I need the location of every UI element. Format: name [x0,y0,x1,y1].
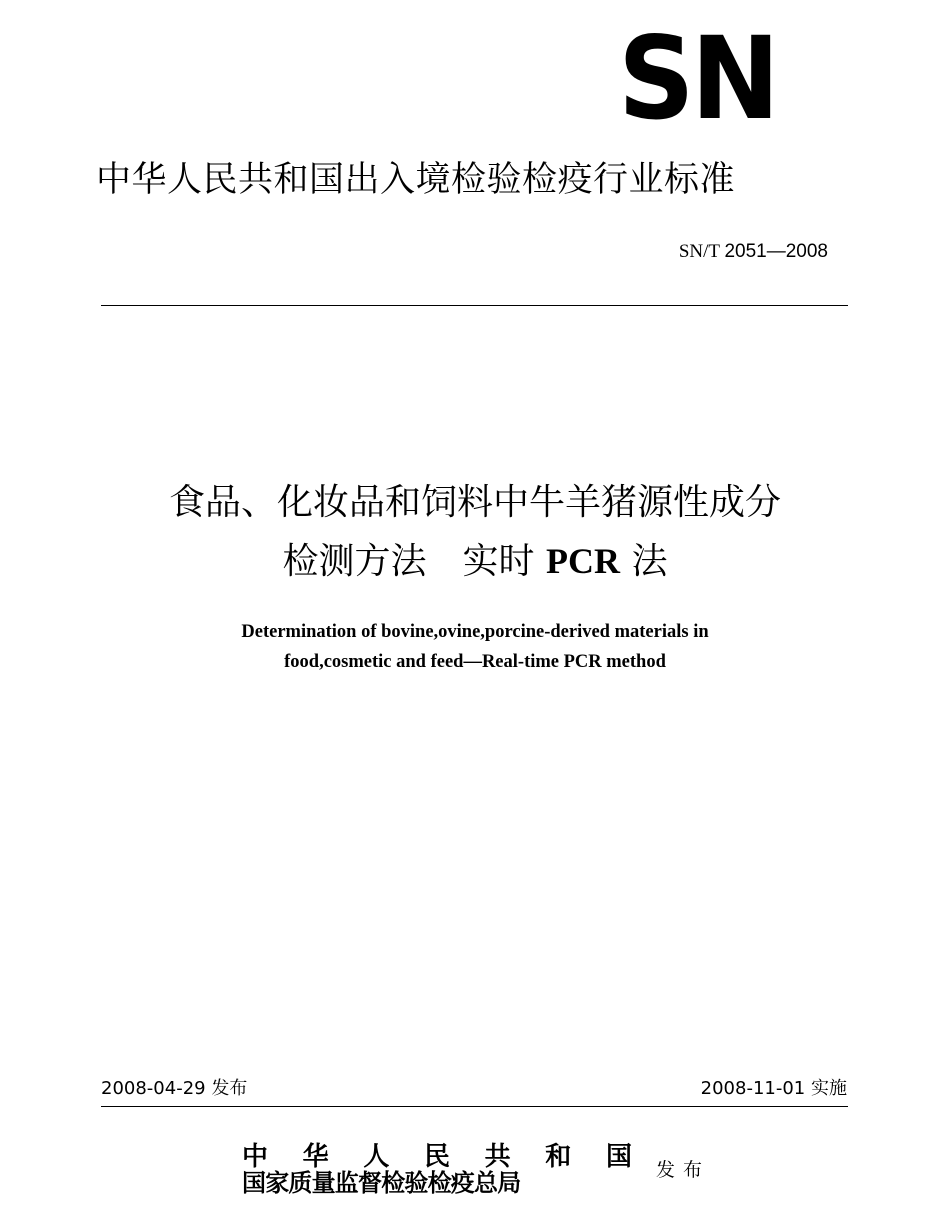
issue-date: 2008-04-29 发布 [101,1078,248,1099]
standard-prefix: SN/T [678,241,725,262]
top-divider [101,305,848,306]
publisher-char: 和 [545,1142,572,1172]
chinese-title-line-2-a: 检测方法 实时 [282,541,546,582]
english-title-line-1: Determination of bovine,ovine,porcine-derived materials in [241,622,709,642]
chinese-title-pcr: PCR [546,541,620,581]
implementation-date: 2008-11-01 实施 [700,1078,847,1099]
chinese-title-line-1: 食品、化妆品和饲料中牛羊猪源性成分 [168,482,781,523]
chinese-title-line-2 [0,538,950,585]
issuing-body-title: 中华人民共和国出入境检验检疫行业标准 [96,160,736,200]
publisher-char: 民 [423,1142,450,1172]
bottom-divider [101,1106,848,1107]
publisher-char: 华 [302,1142,329,1172]
chinese-title-line-2-b: 法 [620,541,668,582]
standard-digits: 2051—2008 [724,241,828,262]
publisher-issue-label: 发布 [656,1159,711,1181]
publisher-char: 共 [484,1142,511,1172]
publisher-char: 人 [363,1142,390,1172]
standard-number [679,240,828,264]
publisher-country [242,1143,632,1171]
publisher-agency: 国家质量监督检验检疫总局 [242,1168,521,1197]
english-title-line-2: food,cosmetic and feed—Real-time PCR method [284,652,666,672]
publisher-char: 中 [242,1142,269,1172]
sn-logo: SN [618,12,777,146]
publisher-char: 国 [605,1142,632,1172]
